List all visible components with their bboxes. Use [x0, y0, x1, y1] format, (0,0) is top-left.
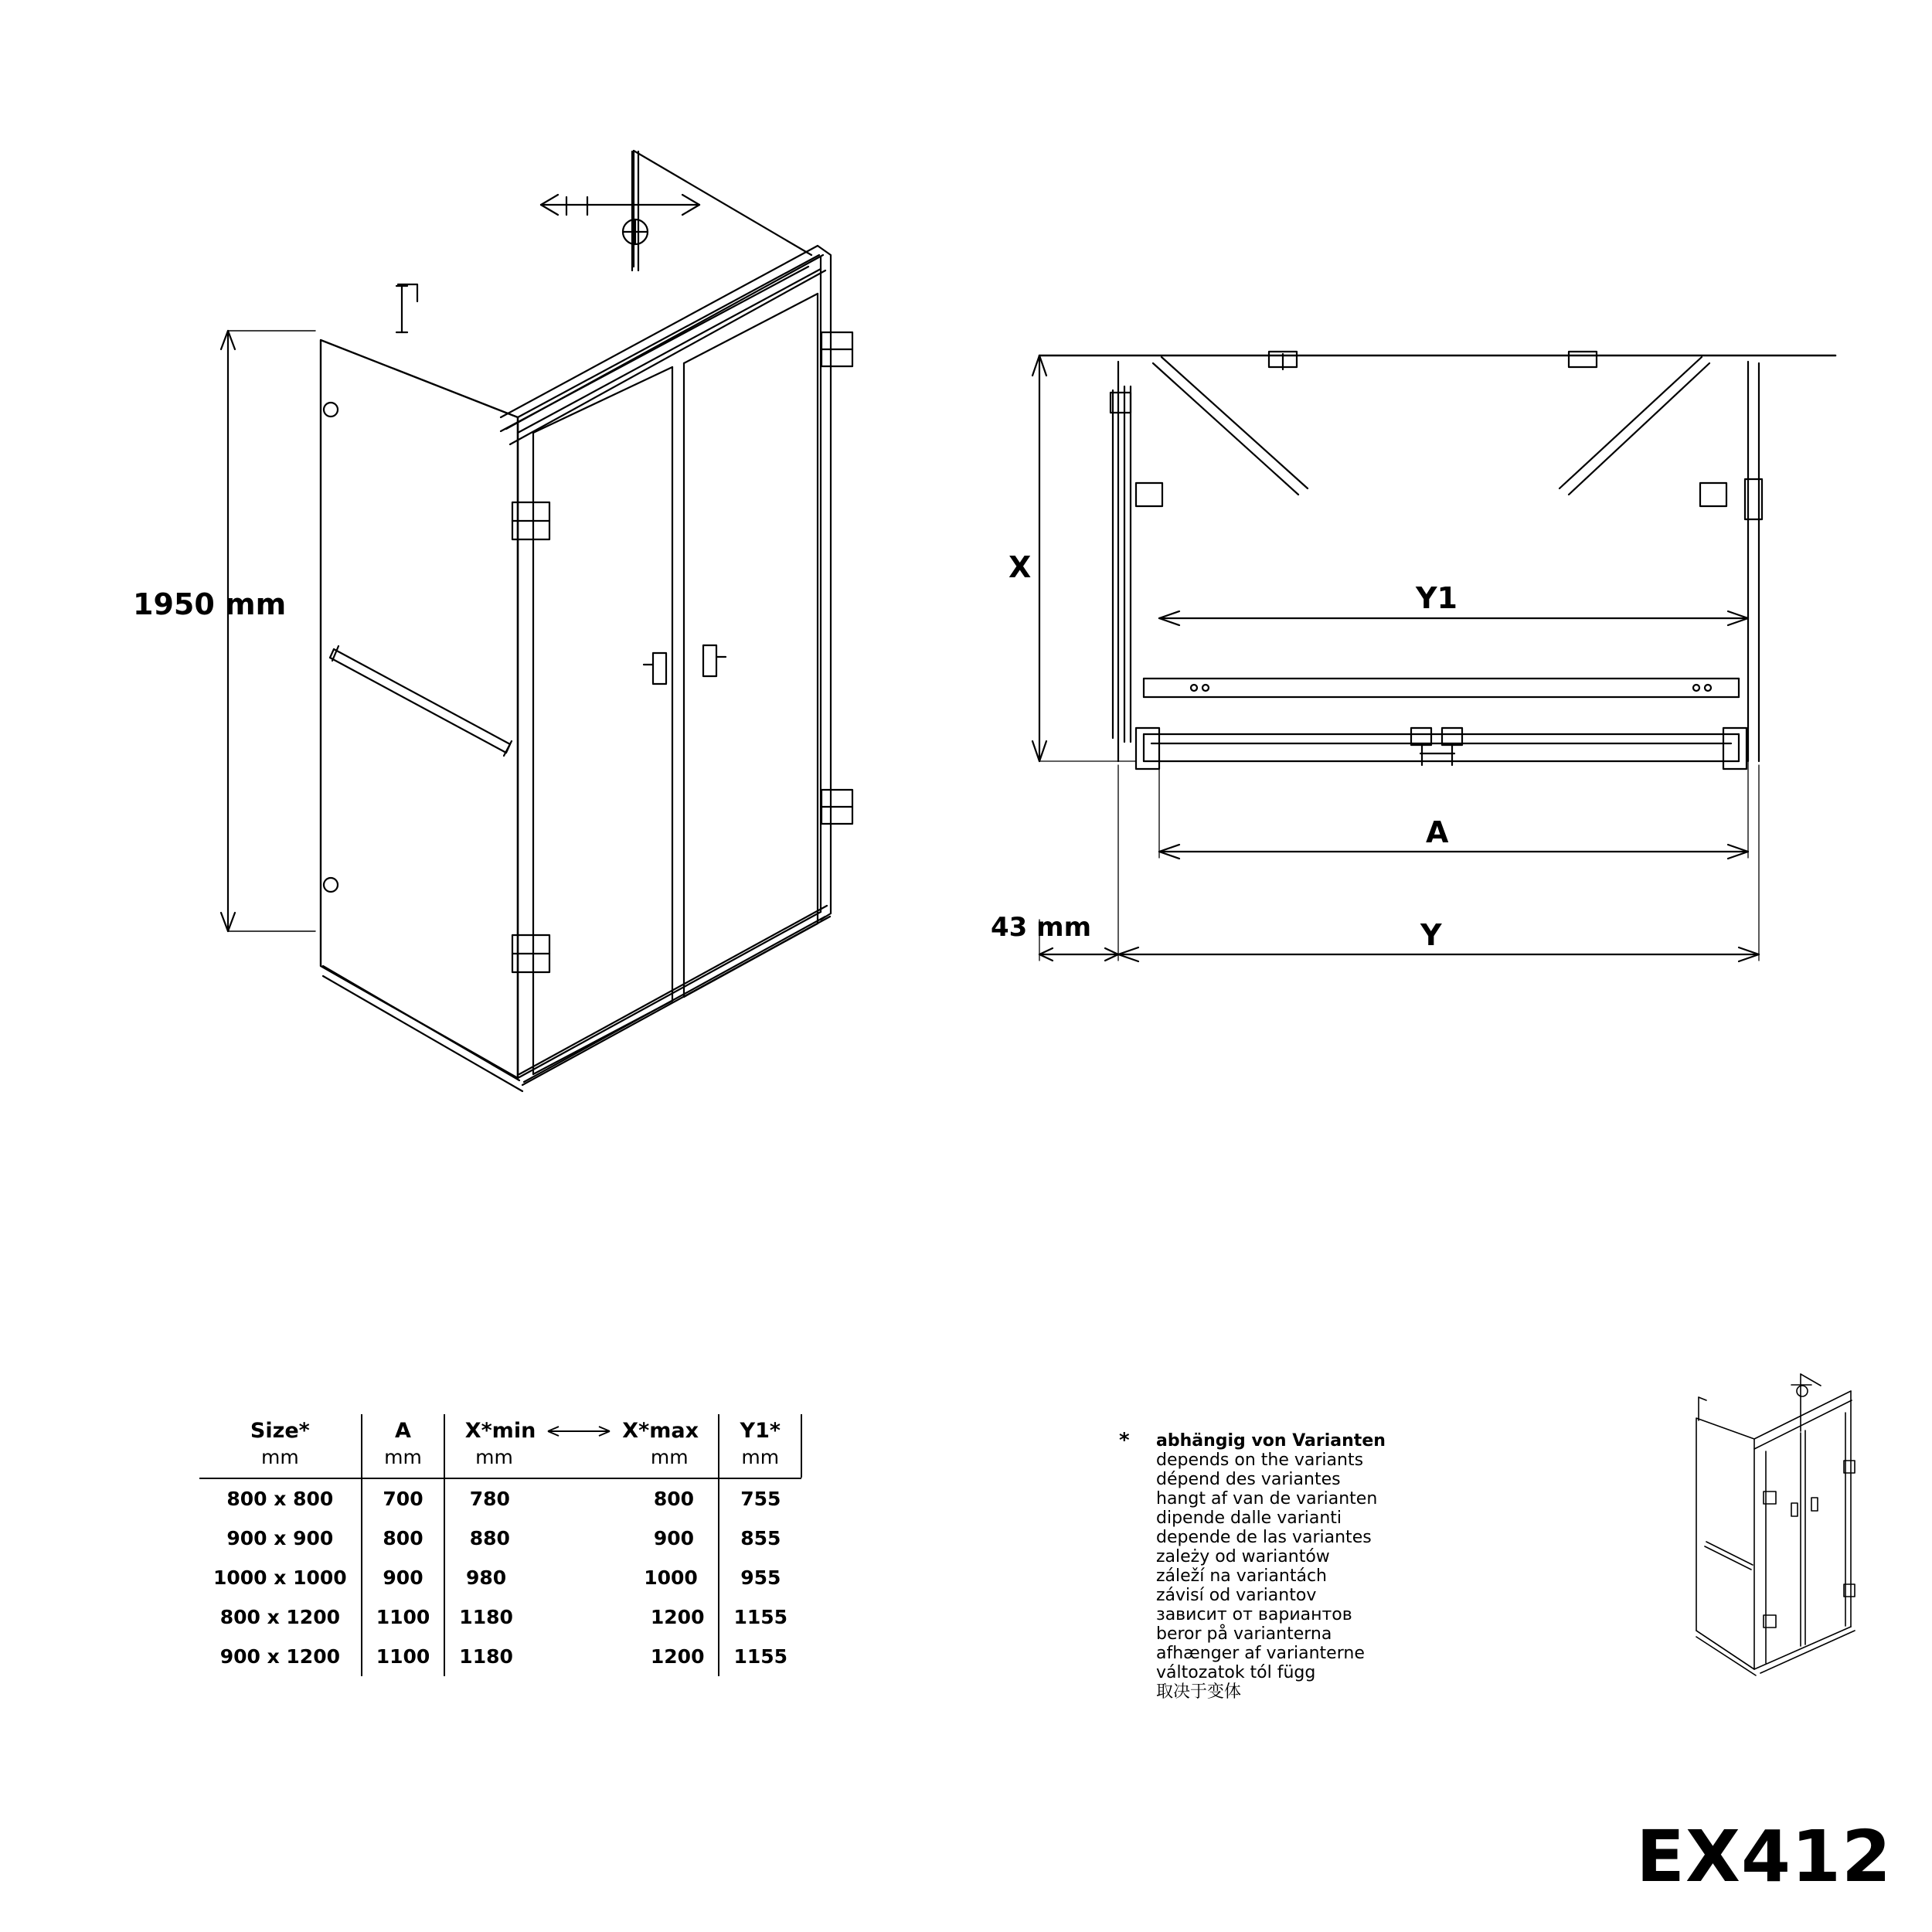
legend-line: afhænger af varianterne	[1156, 1644, 1365, 1663]
cell-size: 900 x 900	[199, 1519, 362, 1558]
cell-size: 800 x 800	[199, 1478, 362, 1519]
cell-xmin: 1180	[459, 1645, 513, 1668]
cell-y1: 855	[719, 1519, 801, 1558]
table-header-row	[199, 1414, 801, 1444]
legend-line: abhängig von Varianten	[1156, 1431, 1386, 1451]
table-row	[199, 1519, 801, 1558]
header-y1: Y1*	[719, 1414, 801, 1444]
header-xmin	[444, 1414, 719, 1444]
top-view-dimensions	[1032, 355, 1759, 961]
legend-line: zależy od wariantów	[1156, 1547, 1330, 1566]
cell-x	[444, 1519, 719, 1558]
cell-xmax: 900	[653, 1527, 695, 1549]
table-row	[199, 1558, 801, 1597]
cell-x	[444, 1597, 719, 1637]
legend-line: dépend des variantes	[1156, 1470, 1341, 1489]
a-dimension-label: A	[1426, 815, 1449, 849]
thumbnail-view	[1696, 1374, 1855, 1675]
legend-line: hangt af van de varianten	[1156, 1489, 1378, 1509]
table-row	[199, 1597, 801, 1637]
table-row	[199, 1478, 801, 1519]
range-arrow-icon	[543, 1425, 614, 1437]
model-code: EX412	[1636, 1815, 1892, 1898]
footnote-legend	[1119, 1431, 1386, 1702]
unit-xmax: mm	[650, 1446, 689, 1468]
header-size: Size*	[199, 1414, 362, 1444]
footnote-marker: *	[1119, 1429, 1130, 1452]
size-specification-table	[199, 1414, 802, 1676]
isometric-view	[321, 151, 852, 1091]
unit-x	[444, 1444, 719, 1478]
height-dimension	[221, 331, 315, 931]
cell-a: 800	[362, 1519, 445, 1558]
unit-a: mm	[362, 1444, 445, 1478]
cell-x	[444, 1637, 719, 1676]
cell-xmax: 800	[653, 1488, 695, 1510]
cell-y1: 1155	[719, 1637, 801, 1676]
legend-line: зависит от вариантов	[1156, 1605, 1352, 1624]
cell-size: 1000 x 1000	[199, 1558, 362, 1597]
header-a: A	[362, 1414, 445, 1444]
legend-line: záleží na variantách	[1156, 1566, 1327, 1586]
cell-xmax: 1200	[650, 1645, 705, 1668]
unit-size: mm	[199, 1444, 362, 1478]
legend-line: változatok tól függ	[1156, 1663, 1316, 1682]
table-unit-row	[199, 1444, 801, 1478]
table-row	[199, 1637, 801, 1676]
cell-a: 900	[362, 1558, 445, 1597]
legend-line: dipende dalle varianti	[1156, 1509, 1342, 1528]
legend-line: 取决于变体	[1156, 1682, 1242, 1702]
unit-xmin: mm	[475, 1446, 513, 1468]
cell-xmax: 1200	[650, 1606, 705, 1628]
unit-y1: mm	[719, 1444, 801, 1478]
y1-dimension-label: Y1	[1416, 581, 1458, 615]
cell-size: 800 x 1200	[199, 1597, 362, 1637]
cell-y1: 755	[719, 1478, 801, 1519]
cell-xmin: 1180	[459, 1606, 513, 1628]
cell-xmin: 880	[469, 1527, 510, 1549]
cell-a: 1100	[362, 1597, 445, 1637]
cell-a: 1100	[362, 1637, 445, 1676]
legend-line: beror på varianterna	[1156, 1624, 1332, 1644]
depth-dimension-label: 43 mm	[991, 912, 1092, 943]
header-xmax-text: X*max	[622, 1419, 699, 1443]
cell-a: 700	[362, 1478, 445, 1519]
cell-x	[444, 1478, 719, 1519]
legend-line: závisí od variantov	[1156, 1586, 1317, 1605]
x-dimension-label: X	[1009, 550, 1032, 584]
header-xmin-text: X*min	[464, 1419, 536, 1443]
footnote-list	[1119, 1431, 1386, 1702]
cell-x	[444, 1558, 719, 1597]
cell-xmin: 780	[469, 1488, 510, 1510]
table-body	[199, 1478, 801, 1676]
cell-xmax: 1000	[644, 1566, 698, 1589]
cell-y1: 955	[719, 1558, 801, 1597]
cell-xmin: 980	[466, 1566, 507, 1589]
legend-line: depende de las variantes	[1156, 1528, 1372, 1547]
top-view	[1039, 352, 1835, 769]
cell-size: 900 x 1200	[199, 1637, 362, 1676]
legend-line: depends on the variants	[1156, 1451, 1364, 1470]
height-dimension-label: 1950 mm	[133, 587, 287, 621]
y-dimension-label: Y	[1420, 918, 1442, 952]
cell-y1: 1155	[719, 1597, 801, 1637]
